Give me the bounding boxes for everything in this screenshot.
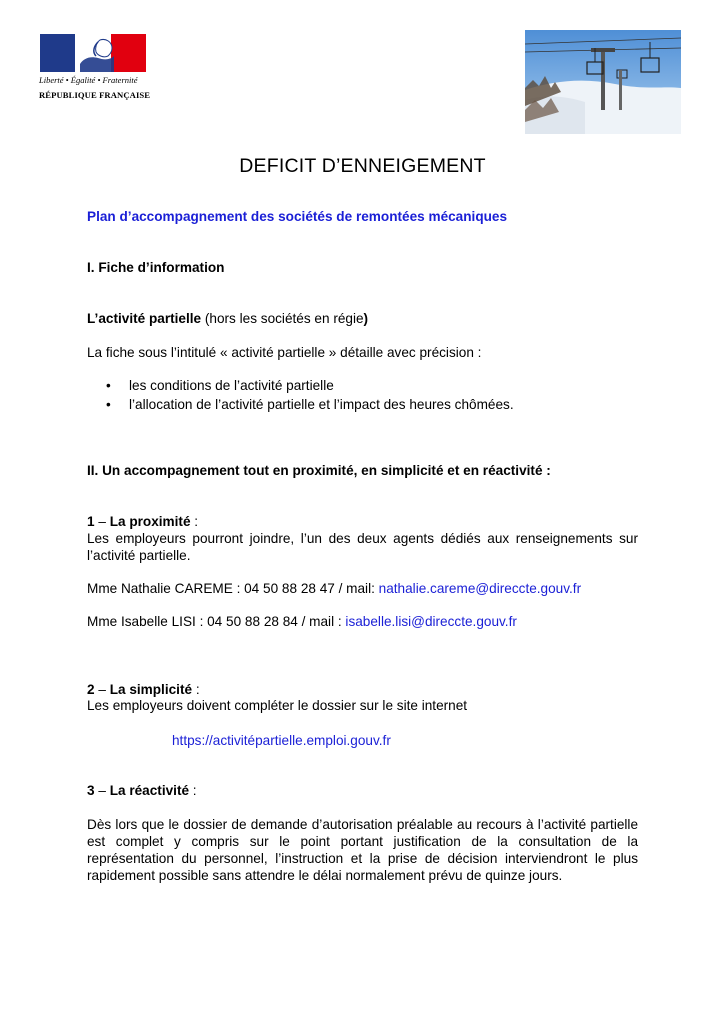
list-item-text: l’allocation de l’activité partielle et l’impact des heures chômées. [129,397,514,412]
subsection-label: La réactivité [109,783,190,798]
website-link[interactable]: https://activitépartielle.emploi.gouv.fr [172,733,391,748]
list-item [106,397,514,412]
email-link-lisi[interactable]: isabelle.lisi@direccte.gouv.fr [345,614,517,629]
bullet-icon: • [106,378,111,393]
section-heading-2: II. Un accompagnement tout en proximité, en simplicité et en réactivité : [87,463,551,478]
activity-line [87,311,368,326]
document-subtitle: Plan d’accompagnement des sociétés de remontées mécaniques [87,209,508,224]
document-title: DEFICIT D’ENNEIGEMENT [239,155,486,177]
list-item-text: les conditions de l’activité partielle [129,378,334,393]
subsection-label: La simplicité [109,682,193,697]
email-link-careme[interactable]: nathalie.careme@direccte.gouv.fr [378,581,582,596]
republic-name: RÉPUBLIQUE FRANÇAISE [39,90,151,100]
activity-note: (hors les sociétés en régie [201,311,364,326]
subsection-heading-1: 1 – La proximité : [87,514,199,529]
subsection-heading-3: 3 – La réactivité : [87,783,197,798]
intro-text: La fiche sous l’intitulé « activité partielle » détaille avec précision : [87,345,482,360]
list-item [106,378,334,393]
activity-label: L’activité partielle [87,311,202,326]
section-heading-1: I. Fiche d’information [87,260,225,275]
republique-logo [39,34,149,104]
contact-careme: Mme Nathalie CAREME : 04 50 88 28 47 / mail: nathalie.careme@direccte.gouv.fr [87,581,582,596]
subsection-label: La proximité [109,514,191,529]
subsection-heading-2: 2 – La simplicité : [87,682,200,697]
activity-paren: ) [363,311,369,326]
reactivity-text: Dès lors que le dossier de demande d’autorisation préalable au recours à l’activité partielle est complet y compris sur le point portant justification de la consultation de la représentation du personnel, l’instruction et la prise de décision interviendront le plus rapidement possible sans attendre le délai normalement prévu de quinze jours. [87,817,638,883]
republic-motto: Liberté • Égalité • Fraternité [39,75,138,85]
simplicity-text: Les employeurs doivent compléter le dossier sur le site internet [87,698,468,713]
marianne-icon [40,34,146,72]
ski-lift-photo [525,30,681,134]
proximity-text: Les employeurs pourront joindre, l’un des deux agents dédiés aux renseignements sur l’activité partielle. [87,531,638,563]
contact-lisi: Mme Isabelle LISI : 04 50 88 28 84 / mail : isabelle.lisi@direccte.gouv.fr [87,614,517,629]
bullet-icon: • [106,397,111,412]
